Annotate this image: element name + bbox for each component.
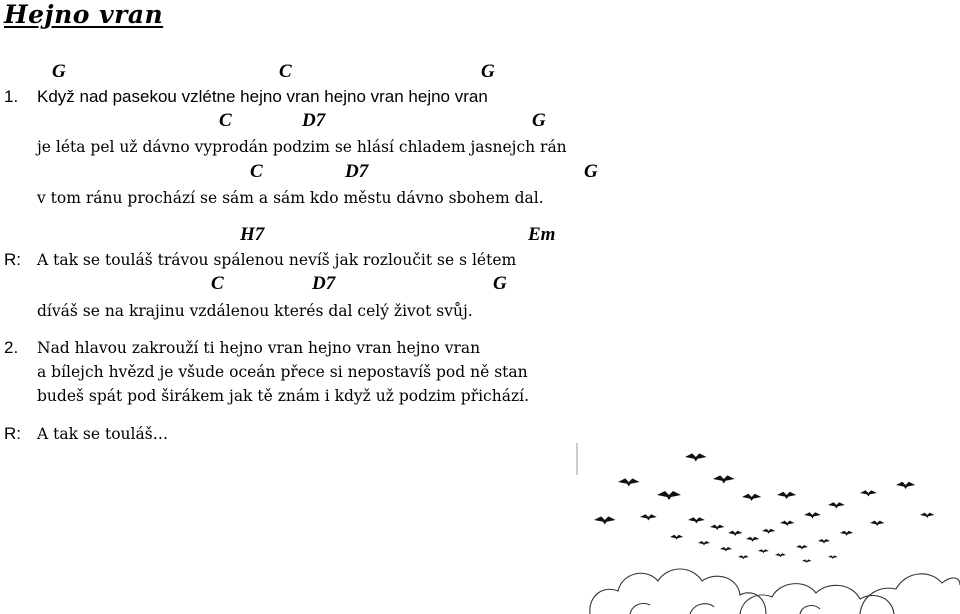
chorus-label: R: bbox=[4, 424, 21, 443]
chord: D7 bbox=[302, 110, 326, 131]
crows-over-clouds-icon bbox=[570, 435, 960, 614]
lyric-line: díváš se na krajinu vzdálenou kterés dal celý život svůj. bbox=[37, 302, 473, 320]
lyric-line: Nad hlavou zakrouží ti hejno vran hejno vran hejno vran bbox=[37, 339, 481, 357]
chord: C bbox=[211, 273, 224, 294]
chord: C bbox=[279, 61, 292, 82]
lyric-line: A tak se touláš… bbox=[37, 425, 169, 443]
chorus-label: R: bbox=[4, 250, 21, 269]
cloud-outlines bbox=[590, 569, 960, 614]
chord: C bbox=[219, 110, 232, 131]
lyric-line: budeš spát pod širákem jak tě znám i když už podzim přichází. bbox=[37, 387, 530, 405]
lyric-line: v tom ránu prochází se sám a sám kdo městu dávno sbohem dal. bbox=[37, 189, 544, 207]
crow-flock bbox=[594, 453, 934, 563]
lyric-line: A tak se touláš trávou spálenou nevíš jak rozloučit se s létem bbox=[37, 251, 517, 269]
chord: H7 bbox=[240, 224, 265, 245]
lyric-line: Když nad pasekou vzlétne hejno vran hejno vran hejno vran bbox=[37, 87, 488, 106]
verse-number: 1. bbox=[4, 87, 19, 106]
chord: G bbox=[52, 61, 66, 82]
verse-number: 2. bbox=[4, 338, 19, 357]
chord: C bbox=[250, 161, 263, 182]
chord: G bbox=[584, 161, 598, 182]
chord: D7 bbox=[312, 273, 336, 294]
lyric-line: je léta pel už dávno vyprodán podzim se hlásí chladem jasnejch rán bbox=[37, 138, 567, 156]
chord: G bbox=[532, 110, 546, 131]
chord: G bbox=[493, 273, 507, 294]
song-title: Hejno vran bbox=[4, 0, 164, 29]
chord: D7 bbox=[345, 161, 369, 182]
lyric-line: a bílejch hvězd je všude oceán přece si nepostavíš pod ně stan bbox=[37, 363, 528, 381]
chord: Em bbox=[528, 224, 556, 245]
chord: G bbox=[481, 61, 495, 82]
